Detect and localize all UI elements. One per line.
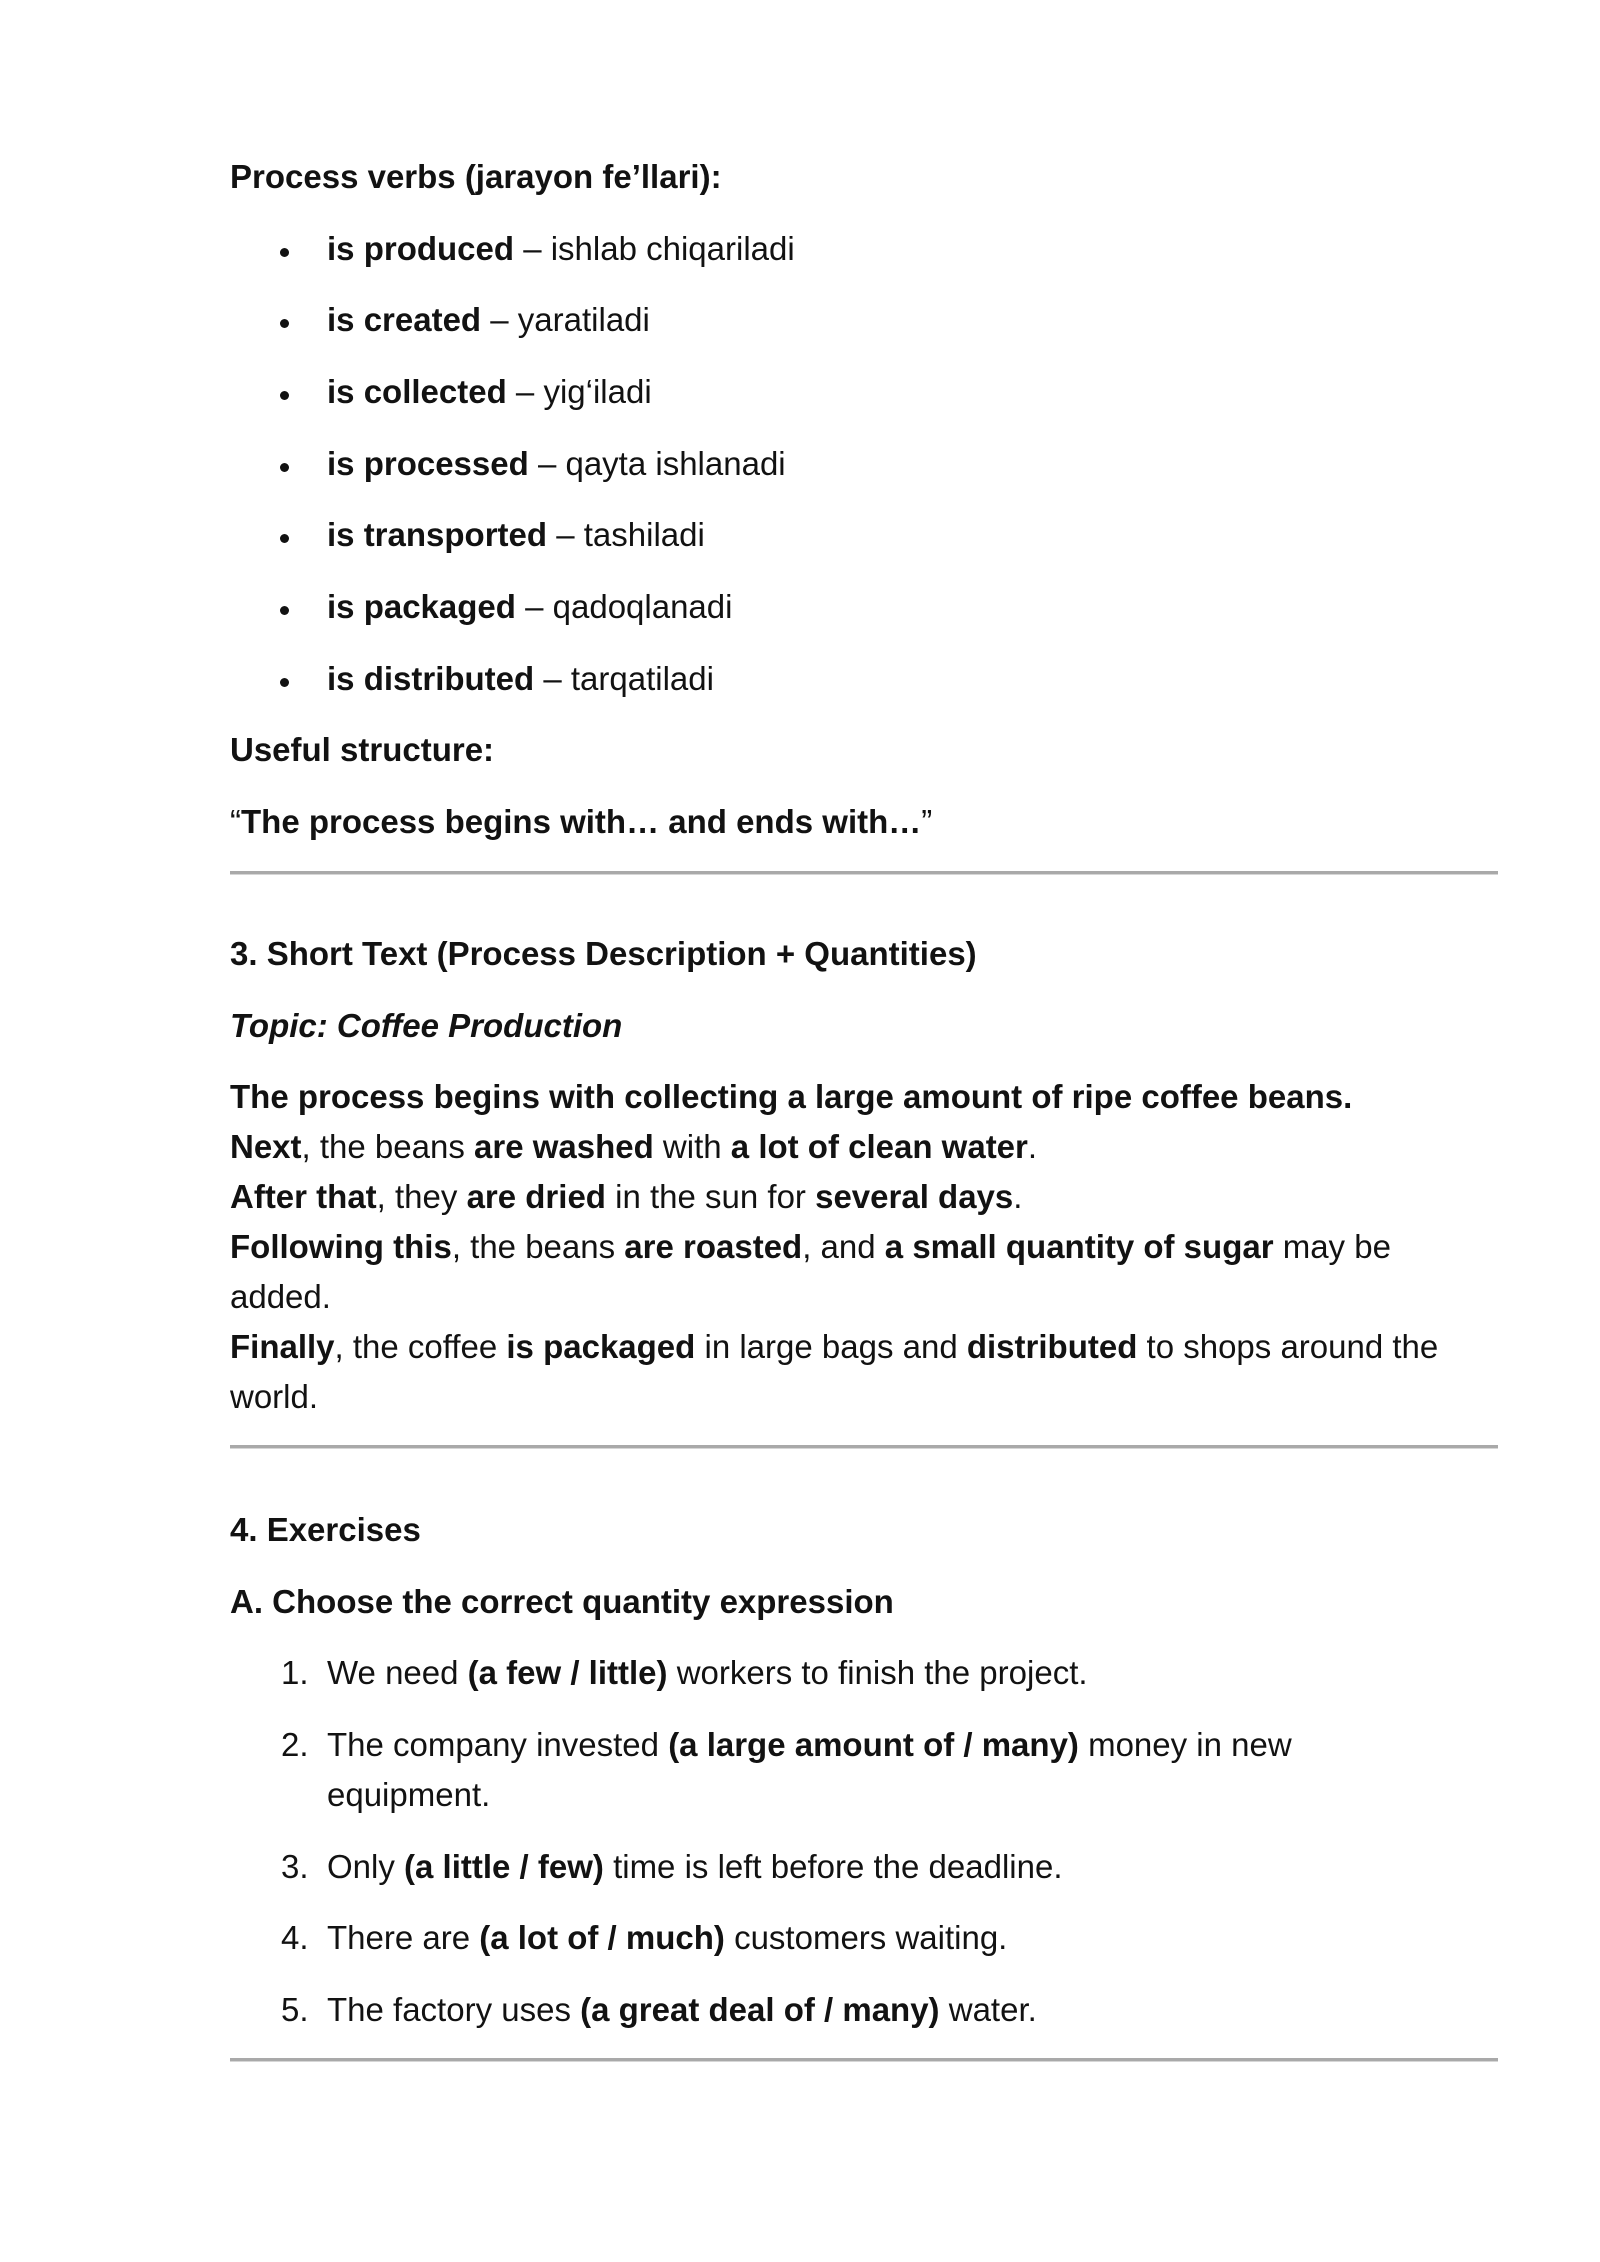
text-run: , the beans (301, 1128, 474, 1166)
verb-term: is transported (327, 516, 548, 554)
item-text-before: There are (327, 1919, 471, 1957)
quantity-options: (a little / few) (404, 1847, 604, 1885)
emphasis-phrase: are washed (474, 1128, 654, 1166)
exercise-item (230, 1720, 1427, 1820)
verb-translation: – ishlab chiqariladi (523, 229, 795, 267)
paragraph-line (230, 1072, 1470, 1122)
item-text-after: workers to finish the project. (676, 1654, 1088, 1692)
open-quote: “ (230, 802, 241, 840)
emphasis-phrase: is packaged (506, 1328, 696, 1366)
close-quote: ” (921, 802, 933, 840)
verb-translation: – qadoqlanadi (525, 587, 733, 625)
text-run: with (653, 1128, 731, 1166)
paragraph-line (230, 1222, 1470, 1322)
verb-term: is produced (327, 229, 515, 267)
section-divider (230, 1445, 1498, 1449)
quantity-options: (a great deal of / many) (580, 1990, 940, 2028)
item-text-after: money in new equipment. (327, 1725, 1292, 1813)
text-run: , and (802, 1228, 885, 1266)
item-text-after: customers waiting. (734, 1919, 1008, 1957)
item-text-before: The factory uses (327, 1990, 571, 2028)
structure-phrase: The process begins with… and ends with… (241, 802, 922, 840)
bullet-icon (280, 463, 289, 472)
section-title: 3. Short Text (Process Description + Quantities) (230, 935, 977, 972)
bullet-icon (280, 534, 289, 543)
bullet-icon (280, 678, 289, 687)
item-text-after: time is left before the deadline. (613, 1847, 1063, 1885)
bullet-item (230, 582, 1498, 632)
emphasis-phrase: a small quantity of sugar (884, 1228, 1274, 1266)
text-run: . (1013, 1178, 1023, 1216)
bullet-item (230, 654, 1498, 704)
paragraph-line (230, 1122, 1470, 1172)
bullet-icon (280, 248, 289, 257)
process-verbs-heading: Process verbs (jarayon fe’llari): (230, 158, 722, 195)
item-text-after: water. (948, 1990, 1037, 2028)
verb-term: is created (327, 301, 482, 339)
verb-translation: – qayta ishlanadi (537, 444, 786, 482)
item-text-before: The company invested (327, 1725, 660, 1763)
emphasis-phrase: After that (230, 1178, 377, 1216)
bullet-icon (280, 319, 289, 328)
exercises-section (230, 1505, 1498, 2057)
exercise-item (230, 1913, 1427, 1963)
quantity-options: (a large amount of / many) (668, 1725, 1079, 1763)
item-number: 3. (281, 1847, 309, 1885)
item-text-before: We need (327, 1654, 459, 1692)
text-run: may be added. (230, 1228, 1391, 1316)
quantity-options: (a lot of / much) (479, 1919, 725, 1957)
text-run: , they (376, 1178, 467, 1216)
verb-term: is collected (327, 372, 507, 410)
text-run: , the coffee (334, 1328, 507, 1366)
bullet-item (230, 510, 1498, 560)
emphasis-phrase: Finally (230, 1328, 335, 1366)
exercise-subheading: A. Choose the correct quantity expression (230, 1582, 894, 1620)
verb-translation: – yaratiladi (490, 301, 650, 339)
exercise-item (230, 1648, 1427, 1698)
item-text-before: Only (327, 1847, 395, 1885)
bullet-item (230, 295, 1498, 345)
item-number: 1. (281, 1654, 309, 1692)
verb-translation: – tarqatiladi (543, 659, 714, 697)
emphasis-phrase: Following this (230, 1228, 452, 1266)
emphasis-phrase: Next (230, 1128, 302, 1166)
emphasis-phrase: are roasted (624, 1228, 803, 1266)
verb-term: is distributed (327, 659, 535, 697)
emphasis-phrase: The process begins with collecting a large amount of ripe coffee beans. (230, 1078, 1353, 1116)
text-run: . (1027, 1128, 1038, 1166)
section-title: 4. Exercises (230, 1511, 421, 1548)
emphasis-phrase: a lot of clean water (730, 1128, 1028, 1166)
useful-structure-heading: Useful structure: (230, 731, 495, 769)
short-text-section (230, 929, 1498, 1422)
verb-term: is processed (327, 444, 529, 482)
text-run: in large bags and (695, 1328, 967, 1366)
item-number: 5. (281, 1990, 309, 2028)
process-paragraph (230, 1072, 1470, 1422)
item-number: 4. (281, 1919, 309, 1957)
exercise-item (230, 1842, 1427, 1892)
text-run: , the beans (451, 1228, 625, 1266)
paragraph-line (230, 1322, 1470, 1422)
bullet-icon (280, 391, 289, 400)
bullet-item (230, 439, 1498, 489)
text-run: in the sun for (605, 1178, 816, 1216)
section-divider (230, 2058, 1498, 2062)
text-run: to shops around the world. (230, 1328, 1439, 1416)
bullet-item (230, 224, 1498, 274)
item-number: 2. (281, 1725, 309, 1763)
verb-translation: – yig‘iladi (515, 372, 652, 410)
emphasis-phrase: are dried (466, 1178, 606, 1216)
exercise-item (230, 1985, 1427, 2035)
quantity-options: (a few / little) (467, 1654, 668, 1692)
paragraph-line (230, 1172, 1470, 1222)
topic-line: Topic: Coffee Production (230, 1006, 623, 1044)
process-verbs-section (230, 152, 1498, 869)
structure-example (230, 797, 1498, 847)
emphasis-phrase: distributed (966, 1328, 1138, 1366)
emphasis-phrase: several days (815, 1178, 1014, 1216)
verb-term: is packaged (327, 587, 516, 625)
verb-translation: – tashiladi (556, 516, 705, 554)
bullet-icon (280, 606, 289, 615)
bullet-item (230, 367, 1498, 417)
section-divider (230, 871, 1498, 875)
